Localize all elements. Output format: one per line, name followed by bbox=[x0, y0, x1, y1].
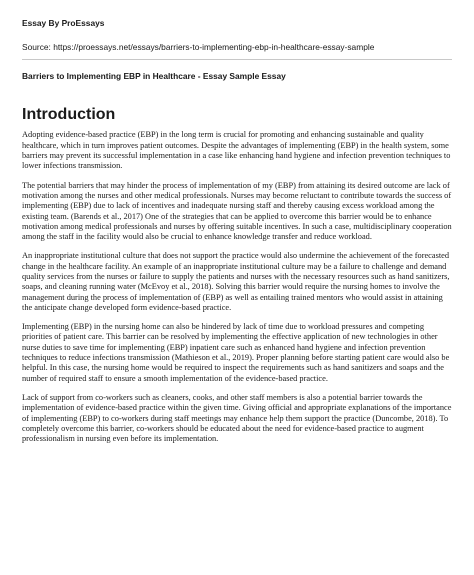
essay-title: Barriers to Implementing EBP in Healthcare - Essay Sample Essay bbox=[22, 71, 286, 82]
paragraph-3: An inappropriate institutional culture that does not support the practice would also undermine the achievement of the forecasted change in the healthcare facility. An example of an inappropriate institutional culture may be a failure to challenge and demand quality services from the nurses or failure to supply the patients and nurses with the necessary resources such as hand sanitizers, soaps, and cleaning running water (McEvoy et al., 2018). Solving this barrier would require the nursing homes to involve the management during the process of implementation of (EBP) as well as entailing trained mentors who would assist in attaining the anticipate change developed form evidence-based practice. bbox=[22, 251, 450, 312]
site-title: Essay By ProEssays bbox=[22, 18, 105, 28]
header-divider bbox=[22, 59, 452, 60]
paragraph-5: Lack of support from co-workers such as cleaners, cooks, and other staff members is also a potential barrier towards the implementation of evidence-based practice within the given time. Giving official and appropriate explanations of the importance of implementing (EBP) to co-workers during staff meetings may enhance help them support the practice (Duncombe, 2018). To completely overcome this barrier, co-workers should be educated about the need for evidence-based practice to augment professionalism in nursing even before its implementation. bbox=[22, 392, 452, 444]
paragraph-1: Adopting evidence-based practice (EBP) in the long term is crucial for promoting and enhancing sustainable and quality healthcare, which in turn improves patient outcomes. Despite the advantages of implementing (EBP) in the health system, some barriers may prevent its successful implementation in a case like enhancing hand hygiene and infection prevention techniques to lower infections transmission. bbox=[22, 130, 451, 171]
paragraph-2: The potential barriers that may hinder the process of implementation of my (EBP) from attaining its desired outcome are lack of motivation among the nurses and other medical professionals. Nurses may become reluctant to contribute towards the success of implementing (EBP) due to lack of incentives and inadequate nursing staff and thereby causing excess workload among the existing team. (Barends et al., 2017) One of the strategies that can be applied to overcome this barrier would be to enhance motivation among medical professionals and nurses by offering suitable incentives. In such a case, multidisciplinary cooperation among the staff in the facility would also be crucial to enhance knowledge transfer and reduce workload. bbox=[22, 180, 452, 242]
section-heading-introduction: Introduction bbox=[22, 106, 116, 124]
paragraph-4: Implementing (EBP) in the nursing home can also be hindered by lack of time due to workload pressures and competing priorities of patient care. This barrier can be resolved by implementing the effective application of new technologies in other nurse duties to save time for implementing (EBP) inpatient care such as enhanced hand hygiene and infection prevention techniques to reduce infections transmission (Mathieson et al., 2019). Proper planning before starting patient care would also be helpful. In this case, the nursing home would be required to inspect the requirements such as hand sanitizers and soaps and the number of required staff to ensure a smooth implementation of the evidence-based practice. bbox=[22, 322, 450, 383]
source-line: Source: https://proessays.net/essays/barriers-to-implementing-ebp-in-healthcare-essay-sample bbox=[22, 42, 375, 53]
